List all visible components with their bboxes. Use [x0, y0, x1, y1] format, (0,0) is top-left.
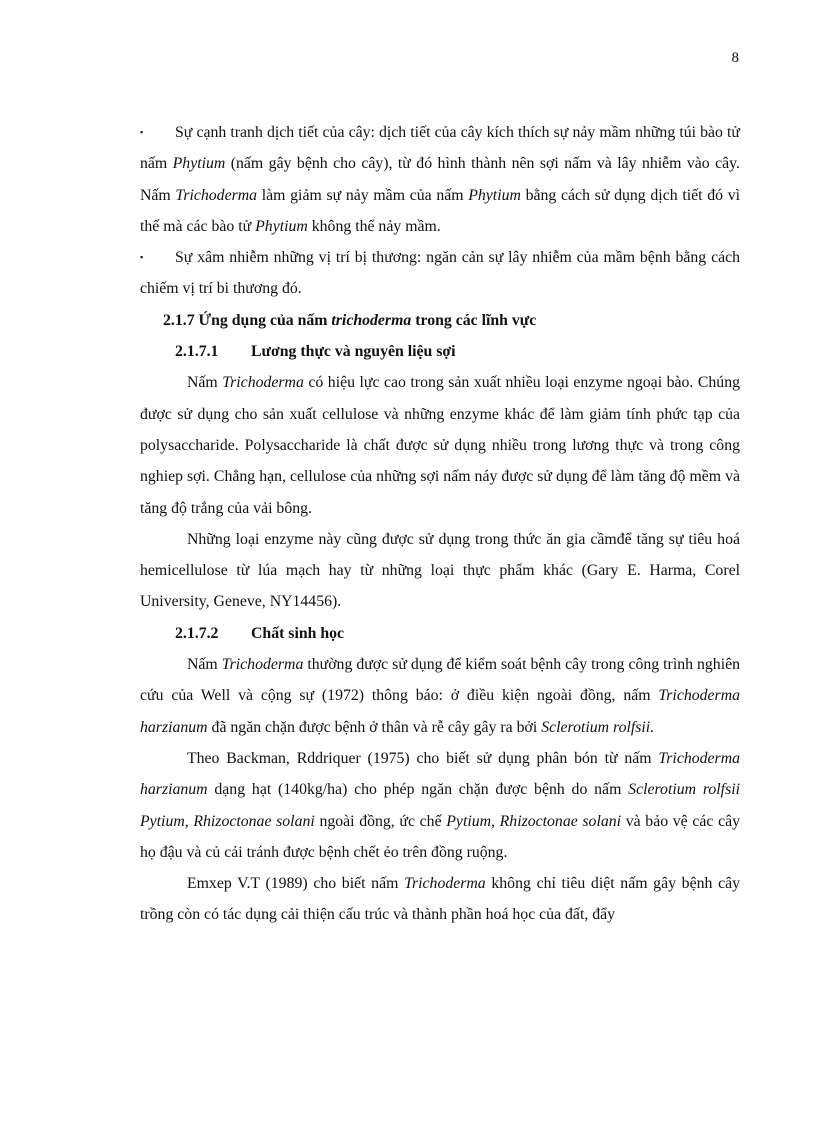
text-run: Sự xâm nhiễm những vị trí bị thương: ngăn cản sự lây nhiễm của mầm bệnh bằng cách chiếm vị trí bi thương đó. — [140, 249, 740, 298]
species-name: Trichoderma — [221, 656, 304, 674]
text-run: bằng cách sử dụng dịch tiết đó vì thế mà các bào tử — [140, 186, 741, 235]
text-run: đã ngăn chặn được bệnh ở thân và rễ cây gây ra bởi — [207, 718, 542, 736]
section-heading-2-1-7-1 — [175, 336, 740, 367]
text-run: không chỉ tiêu diệt nấm gây bệnh cây trồng còn có tác dụng cải thiện cấu trúc và thành phần hoá học của đất, đẩy — [140, 875, 740, 924]
paragraph-emxep-study — [140, 868, 740, 931]
paragraph-disease-control — [140, 649, 740, 743]
heading-title: Chất sinh học — [251, 624, 345, 642]
paragraph-enzyme-production — [140, 367, 740, 523]
text-run: dạng hạt (140kg/ha) cho phép ngăn chặn được bệnh do nấm — [207, 781, 629, 799]
document-body — [140, 117, 740, 931]
species-name: Trichoderma harzianum — [140, 687, 740, 736]
bullet-item-competition — [140, 117, 740, 242]
section-heading-2-1-7-2 — [175, 618, 740, 649]
text-run: không thể nảy mầm. — [307, 217, 441, 235]
species-name: Trichoderma — [404, 875, 486, 893]
heading-title: Lương thực và nguyên liệu sợi — [251, 343, 456, 361]
species-name: Sclerotium rolfsii Pytium, Rhizoctonae solani — [140, 781, 740, 830]
heading-text: trong các lĩnh vực — [411, 311, 537, 329]
paragraph-backman-study — [140, 743, 740, 868]
heading-number: 2.1.7.2 — [175, 624, 219, 642]
species-name: Sclerotium rolfsii. — [541, 718, 655, 736]
species-name: Pytium, Rhizoctonae solani — [446, 812, 622, 830]
page-number: 8 — [731, 50, 739, 66]
species-name: Phytium — [468, 186, 521, 204]
species-name: Phytium — [172, 155, 226, 173]
text-run: Nấm — [187, 656, 222, 674]
species-name: Phytium — [255, 217, 308, 235]
text-run: và bảo vệ các cây họ đậu và củ cải tránh được bệnh chết ẻo trên đồng ruộng. — [140, 812, 740, 861]
species-name: Trichoderma harzianum — [140, 749, 740, 799]
text-run: Những loại enzyme này cũng được sử dụng trong thức ăn gia cầmđể tăng sự tiêu hoá hemicellulose từ lúa mạch hay từ những loại thực phẩm khác (Gary E. Harma, Corel University, Geneve, NY14456). — [140, 530, 740, 611]
species-name: Trichoderma — [175, 186, 258, 204]
text-run: Sự cạnh tranh dịch tiết của cây: dịch tiết của cây kích thích sự nảy mầm những túi bào tử nấm — [140, 124, 740, 173]
species-name: Trichoderma — [222, 374, 304, 392]
paragraph-poultry-feed — [140, 524, 740, 618]
text-run: ngoài đồng, ức chế — [314, 812, 447, 830]
heading-species: trichoderma — [331, 311, 412, 329]
text-run: (nấm gây bệnh cho cây), từ đó hình thành nên sợi nấm và lây nhiễm vào cây. Nấm — [140, 155, 741, 204]
text-run: Nấm — [187, 374, 223, 392]
bullet-item-wound-colonization — [140, 242, 740, 305]
text-run: Theo Backman, Rddriquer (1975) cho biết sử dụng phân bón từ nấm — [187, 749, 659, 767]
heading-text: 2.1.7 Ứng dụng của nấm — [163, 311, 332, 329]
text-run: làm giảm sự nảy mầm của nấm — [257, 186, 469, 204]
heading-number: 2.1.7.1 — [175, 343, 219, 361]
section-heading-2-1-7 — [163, 305, 740, 336]
bullet-square-icon: ▪ — [140, 127, 144, 137]
text-run: Emxep V.T (1989) cho biết nấm — [187, 875, 405, 893]
bullet-square-icon: ▪ — [140, 252, 144, 263]
text-run: có hiệu lực cao trong sản xuất nhiều loại enzyme ngoại bào. Chúng được sử dụng cho sản xuất cellulose và những enzyme khác để làm giảm tính phức tạp của polysaccharide. Polysaccharide là chất được sử dụng nhiều trong lương thực và trong công nghiep sợi. Chẳng hạn, cellulose của những sợi nấm náy được sử dụng để làm tăng độ mềm và tăng độ trắng của vải bông. — [140, 374, 741, 517]
text-run: thường được sử dụng để kiểm soát bệnh cây trong công trình nghiên cứu của Well và cộng sự (1972) thông báo: ở điều kiện ngoài đồng, nấm — [140, 656, 741, 705]
